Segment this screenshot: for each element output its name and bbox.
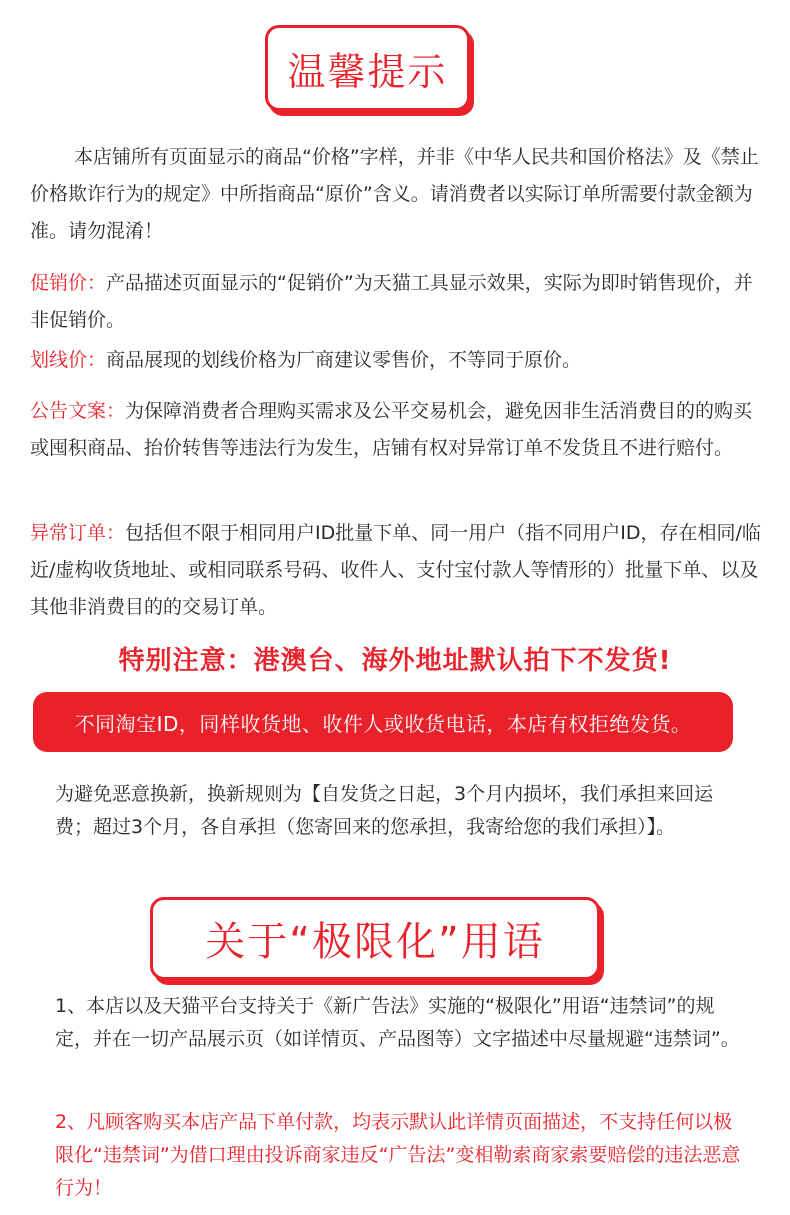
warm-tips-title: [265, 25, 470, 111]
shipping-refusal-banner: [33, 692, 733, 752]
strike-price-label: 划线价：: [30, 349, 107, 371]
intro-paragraph: 本店铺所有页面显示的商品“价格”字样，并非《中华人民共和国价格法》及《禁止价格欺诈行为的规定》中所指商品“原价”含义。请消费者以实际订单所需要付款金额为准。请勿混淆！: [30, 146, 759, 242]
abnormal-order-section: [30, 515, 765, 626]
extreme-terms-title-text: 关于“极限化”用语: [205, 919, 545, 965]
notice-copy-text: 为保障消费者合理购买需求及公平交易机会，避免因非生活消费目的的购买或囤积商品、抬价转售等违法行为发生，店铺有权对异常订单不发货且不进行赔付。: [30, 400, 753, 459]
strike-price-text: 商品展现的划线价格为厂商建议零售价，不等同于原价。: [106, 349, 582, 371]
notice-copy-section: [30, 393, 765, 467]
strike-price-section: [30, 342, 765, 379]
special-notice: 特别注意：港澳台、海外地址默认拍下不发货!: [118, 646, 672, 676]
exchange-rules-paragraph: 为避免恶意换新，换新规则为【自发货之日起，3个月内损坏，我们承担来回运费；超过3个月，各自承担（您寄回来的您承担，我寄给您的我们承担）】。: [55, 783, 714, 838]
extreme-terms-title: [150, 897, 600, 980]
promo-price-text: 产品描述页面显示的“促销价”为天猫工具显示效果，实际为即时销售现价，并非促销价。: [30, 272, 753, 331]
warm-tips-title-text: 温馨提示: [287, 49, 448, 94]
promo-price-label: 促销价：: [30, 272, 107, 294]
promo-price-section: [30, 265, 765, 339]
extreme-terms-rule-2: 2、凡顾客购买本店产品下单付款，均表示默认此详情页面描述，不支持任何以极限化“违禁词”为借口理由投诉商家违反“广告法”变相勒索商家索要赔偿的违法恶意行为！: [55, 1111, 741, 1199]
abnormal-order-text: 包括但不限于相同用户ID批量下单、同一用户（指不同用户ID，存在相同/临近/虚构收货地址、或相同联系号码、收件人、支付宝付款人等情形的）批量下单、以及其他非消费目的的交易订单。: [30, 522, 761, 618]
extreme-terms-rule-1: 1、本店以及天猫平台支持关于《新广告法》实施的“极限化”用语“违禁词”的规定，并在一切产品展示页（如详情页、产品图等）文字描述中尽量规避“违禁词”。: [55, 995, 740, 1050]
shipping-refusal-banner-text: 不同淘宝ID，同样收货地、收件人或收货电话，本店有权拒绝发货。: [74, 711, 692, 736]
abnormal-order-label: 异常订单：: [30, 522, 126, 544]
notice-copy-label: 公告文案：: [30, 400, 126, 422]
